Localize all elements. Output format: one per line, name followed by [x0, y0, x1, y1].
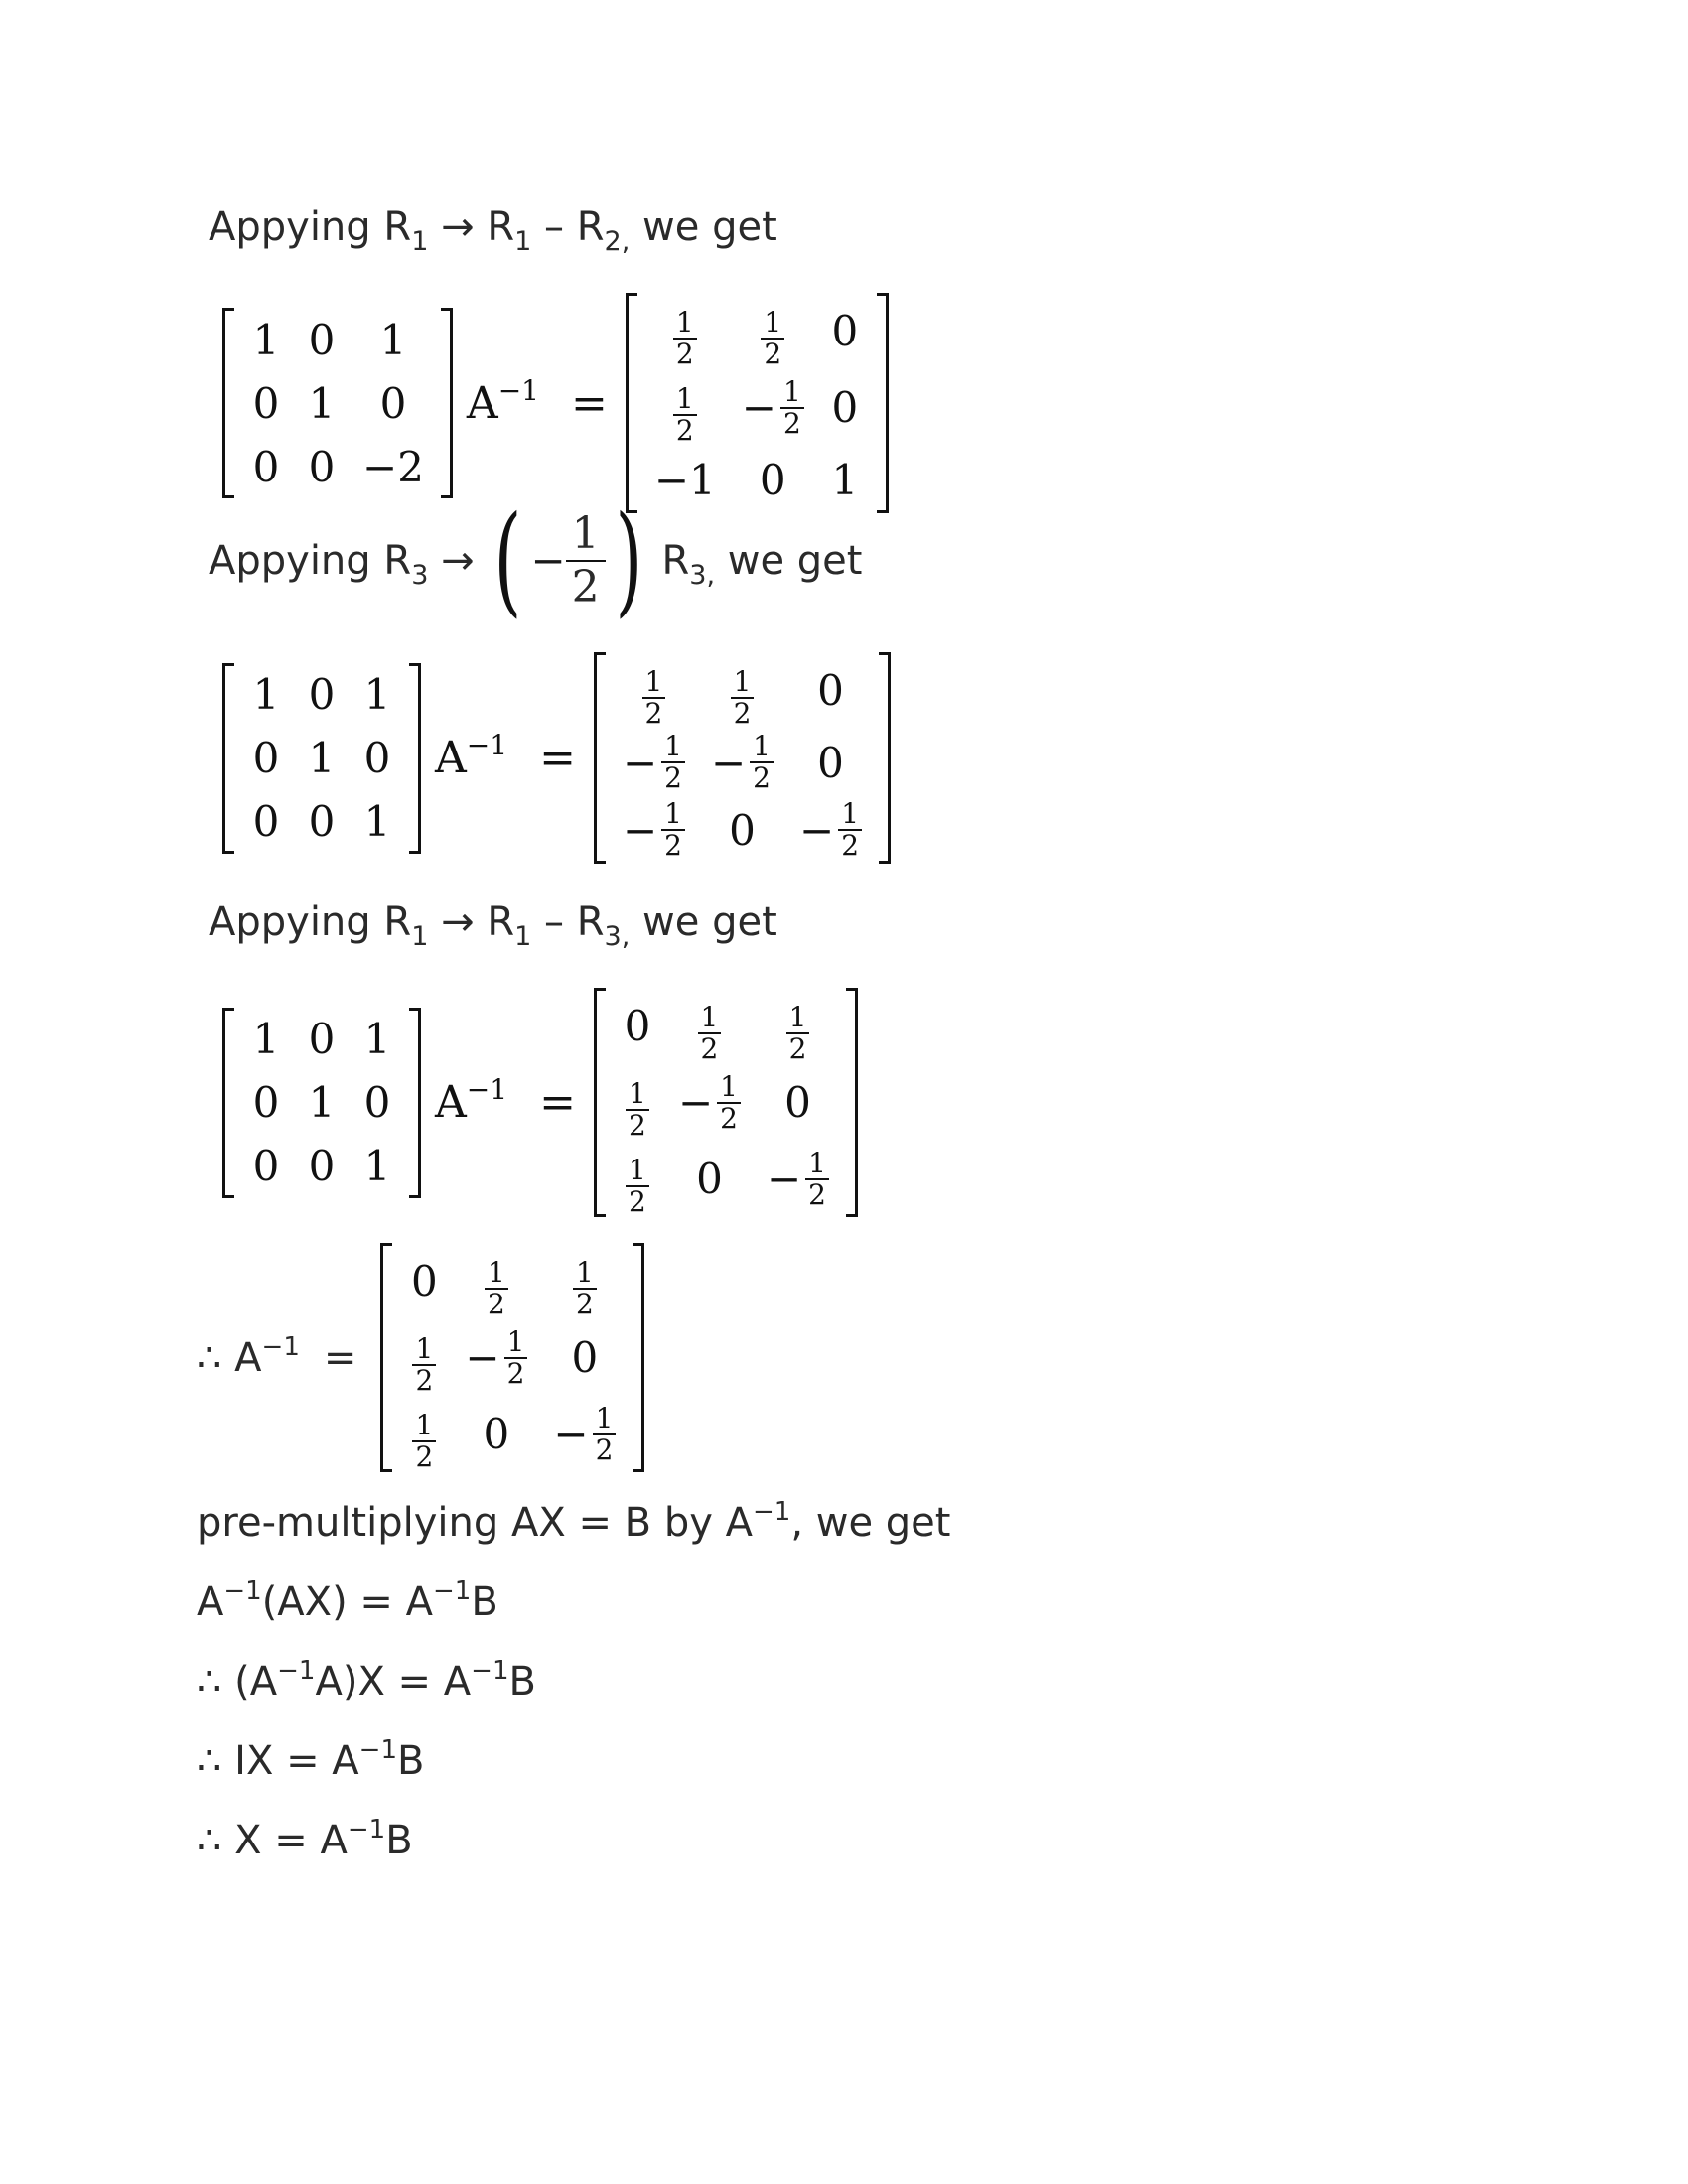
result-table — [396, 1243, 629, 1472]
matrix-row — [641, 293, 873, 369]
matrix-entry: $\frac{1}{2}$ — [396, 1319, 452, 1396]
matrix-entry: 0 — [696, 1155, 723, 1203]
matrix-entry: 1 — [252, 670, 280, 719]
equals-sign: = — [539, 733, 576, 783]
matrix-entry: 0 — [831, 307, 859, 355]
inverse-symbol: $A^{-1}$ — [466, 373, 539, 429]
matrix-entry: 0 — [308, 1142, 336, 1190]
matrix-entry: 0 — [759, 455, 786, 504]
matrix-row — [238, 790, 405, 854]
closing-line-5: ∴ $X = A^{-1}B$ — [197, 1815, 413, 1863]
eq2-right-matrix — [594, 652, 891, 864]
matrix-entry: $\frac{1}{2}$ — [396, 1396, 452, 1472]
matrix-entry: 0 — [308, 797, 336, 846]
equation-3 — [222, 988, 858, 1217]
equals-sign: = — [539, 1077, 576, 1128]
matrix-entry: $\frac{1}{2}$ — [754, 988, 842, 1064]
eq2-left-matrix — [222, 663, 421, 854]
closing-line-3: ∴ $(A^{-1}A)X = A^{-1}B$ — [197, 1656, 536, 1705]
matrix-row — [238, 663, 405, 727]
step-1-label: Appying $R_1 \to R_1 - R_{2,}$ we get — [209, 205, 777, 257]
matrix-row — [396, 1396, 629, 1472]
matrix-entry: − $\frac{1}{2}$ — [452, 1319, 540, 1396]
matrix-entry: 0 — [252, 442, 280, 491]
matrix-entry: − $\frac{1}{2}$ — [729, 369, 817, 446]
matrix-row — [238, 1008, 405, 1071]
matrix-entry: 0 — [252, 797, 280, 846]
matrix-row — [610, 1141, 842, 1217]
matrix-entry: 1 — [363, 1015, 391, 1063]
eq1-left-table — [238, 308, 437, 498]
matrix-row — [610, 652, 875, 729]
matrix-entry: $\frac{1}{2}$ — [641, 293, 729, 369]
result-equation — [197, 1243, 644, 1472]
matrix-entry: $\frac{1}{2}$ — [698, 652, 786, 729]
matrix-entry: 0 — [379, 378, 407, 428]
matrix-entry: 1 — [363, 670, 391, 719]
matrix-entry: 1 — [363, 1142, 391, 1190]
matrix-entry: 1 — [308, 734, 336, 782]
matrix-entry: 1 — [252, 1015, 280, 1063]
matrix-entry: − $\frac{1}{2}$ — [610, 729, 698, 796]
matrix-entry: $\frac{1}{2}$ — [610, 652, 698, 729]
matrix-entry: 0 — [308, 1015, 336, 1063]
matrix-entry: 0 — [252, 1078, 280, 1127]
eq1-left-matrix — [222, 308, 453, 498]
matrix-entry: 0 — [831, 383, 859, 432]
matrix-entry: −2 — [362, 442, 424, 491]
equation-2 — [222, 652, 891, 864]
matrix-row — [396, 1243, 629, 1319]
matrix-entry: 0 — [308, 315, 336, 364]
matrix-entry: 1 — [308, 378, 336, 428]
closing-line-1: pre-multiplying AX = B by $A^{-1}$, we get — [197, 1497, 951, 1546]
matrix-entry: 0 — [571, 1333, 599, 1382]
matrix-row — [610, 729, 875, 796]
matrix-entry: $\frac{1}{2}$ — [610, 1064, 665, 1141]
matrix-row — [610, 796, 875, 864]
matrix-entry: $\frac{1}{2}$ — [665, 988, 754, 1064]
matrix-row — [238, 435, 437, 498]
matrix-entry: 0 — [252, 734, 280, 782]
eq1-right-matrix — [626, 293, 889, 513]
matrix-entry: − $\frac{1}{2}$ — [540, 1396, 629, 1472]
matrix-row — [238, 371, 437, 435]
eq1-right-table — [641, 293, 873, 513]
matrix-entry: 1 — [252, 315, 280, 364]
matrix-entry: 0 — [252, 378, 280, 428]
matrix-entry: $\frac{1}{2}$ — [641, 369, 729, 446]
matrix-entry: 0 — [411, 1257, 438, 1305]
closing-line-4: ∴ IX = $A^{-1}B$ — [197, 1735, 425, 1784]
matrix-entry: 0 — [624, 1002, 651, 1050]
matrix-entry: $\frac{1}{2}$ — [540, 1243, 629, 1319]
matrix-entry: 0 — [252, 1142, 280, 1190]
matrix-entry: $\frac{1}{2}$ — [729, 293, 817, 369]
equation-1 — [222, 293, 889, 513]
scalar-factor: ( − $\frac{1}{2}$ ) — [492, 491, 643, 629]
matrix-entry: − $\frac{1}{2}$ — [610, 796, 698, 864]
matrix-entry: 0 — [363, 734, 391, 782]
matrix-entry: − $\frac{1}{2}$ — [754, 1141, 842, 1217]
matrix-entry: 0 — [729, 805, 756, 855]
matrix-entry: − $\frac{1}{2}$ — [698, 729, 786, 796]
matrix-row — [641, 446, 873, 513]
equals-sign: = — [570, 377, 608, 429]
matrix-entry: 0 — [784, 1078, 811, 1127]
matrix-entry: $\frac{1}{2}$ — [452, 1243, 540, 1319]
inverse-symbol: $A^{-1}$ — [435, 729, 508, 783]
result-equals: = — [323, 1334, 357, 1381]
matrix-entry: 1 — [379, 315, 407, 364]
eq3-left-matrix — [222, 1008, 421, 1198]
result-label: ∴ $A^{-1}$ — [197, 1331, 300, 1381]
matrix-entry: − $\frac{1}{2}$ — [665, 1064, 754, 1141]
matrix-row — [396, 1319, 629, 1396]
eq2-left-table — [238, 663, 405, 854]
step-2-label: Appying $R_3$ → ( − $\frac{1}{2}$ ) $R_{3,}$ we get — [209, 491, 863, 629]
matrix-row — [610, 988, 842, 1064]
matrix-entry: −1 — [653, 455, 716, 504]
matrix-entry: 0 — [308, 442, 336, 491]
inverse-symbol: $A^{-1}$ — [435, 1073, 508, 1128]
eq3-right-table — [610, 988, 842, 1217]
eq3-left-table — [238, 1008, 405, 1198]
matrix-entry: 0 — [817, 666, 844, 715]
matrix-row — [238, 308, 437, 371]
closing-line-2: $A^{-1}(AX) = A^{-1}B$ — [197, 1576, 498, 1625]
matrix-row — [238, 727, 405, 790]
matrix-row — [238, 1071, 405, 1135]
matrix-entry: 1 — [831, 455, 859, 504]
result-matrix — [380, 1243, 644, 1472]
matrix-entry: $\frac{1}{2}$ — [610, 1141, 665, 1217]
matrix-entry: 1 — [308, 1078, 336, 1127]
matrix-entry: − $\frac{1}{2}$ — [786, 796, 875, 864]
matrix-entry: 0 — [308, 670, 336, 719]
matrix-row — [238, 1135, 405, 1198]
step-3-label: Appying $R_1 \to R_1 - R_{3,}$ we get — [209, 899, 777, 952]
matrix-entry: 1 — [363, 797, 391, 846]
matrix-entry: 0 — [363, 1078, 391, 1127]
eq2-right-table — [610, 652, 875, 864]
matrix-entry: 0 — [817, 738, 844, 787]
eq3-right-matrix — [594, 988, 858, 1217]
matrix-row — [610, 1064, 842, 1141]
matrix-row — [641, 369, 873, 446]
matrix-entry: 0 — [483, 1410, 510, 1458]
